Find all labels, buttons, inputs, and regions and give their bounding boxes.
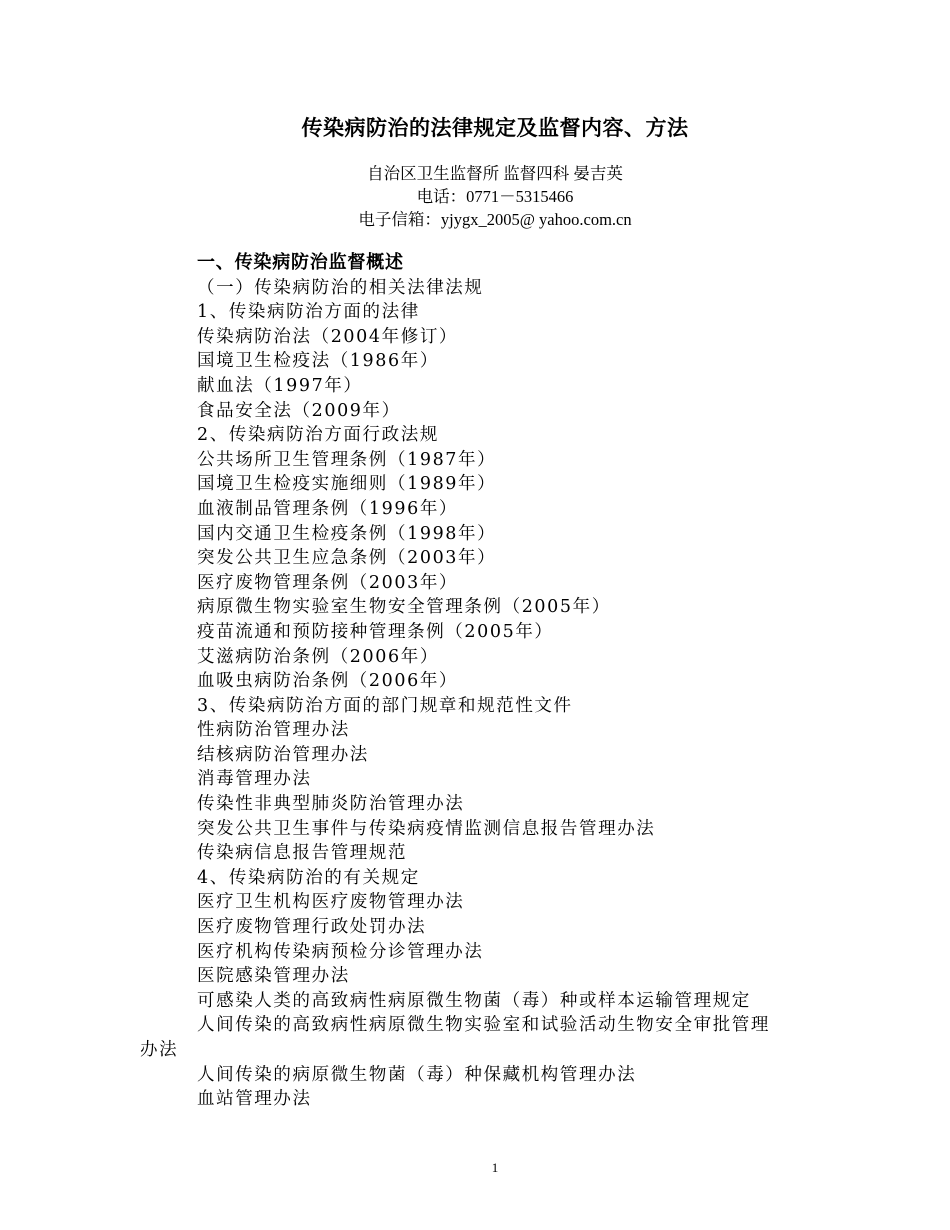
section-heading: 一、传染病防治监督概述 bbox=[197, 252, 404, 273]
body-line: 4、传染病防治的有关规定 bbox=[197, 867, 420, 888]
page-number: 1 bbox=[491, 1160, 499, 1175]
body-line: 1、传染病防治方面的法律 bbox=[197, 302, 420, 323]
body-line: 病原微生物实验室生物安全管理条例（2005年） bbox=[197, 597, 611, 618]
author-line: 自治区卫生监督所 监督四科 晏吉英 bbox=[367, 164, 623, 183]
body-tail-lines bbox=[197, 1063, 857, 1112]
wrapped-line-first: 人间传染的高致病性病原微生物实验室和试验活动生物安全审批管理 bbox=[197, 1015, 770, 1036]
body-line: 消毒管理办法 bbox=[197, 769, 312, 790]
body-line: 可感染人类的高致病性病原微生物菌（毒）种或样本运输管理规定 bbox=[197, 990, 751, 1011]
body-line: 医疗机构传染病预检分诊管理办法 bbox=[197, 941, 484, 962]
body-line: 医疗废物管理条例（2003年） bbox=[197, 572, 459, 593]
body-line: 突发公共卫生应急条例（2003年） bbox=[197, 548, 497, 569]
document-title: 传染病防治的法律规定及监督内容、方法 bbox=[301, 115, 689, 140]
body-line: 医院感染管理办法 bbox=[197, 966, 350, 987]
body-line: 医疗废物管理行政处罚办法 bbox=[197, 917, 427, 938]
document-body bbox=[140, 251, 857, 1112]
body-line: 传染病信息报告管理规范 bbox=[197, 843, 408, 864]
body-line: 传染病防治法（2004年修订） bbox=[197, 326, 459, 347]
body-line: 血液制品管理条例（1996年） bbox=[197, 498, 459, 519]
phone-line: 电话：0771－5315466 bbox=[416, 187, 574, 206]
body-line: （一）传染病防治的相关法律法规 bbox=[197, 277, 484, 298]
body-line: 食品安全法（2009年） bbox=[197, 400, 401, 421]
body-lines bbox=[197, 276, 857, 1014]
body-line-wrapped bbox=[140, 1013, 857, 1062]
body-line: 医疗卫生机构医疗废物管理办法 bbox=[197, 892, 465, 913]
body-line: 血站管理办法 bbox=[197, 1089, 312, 1110]
body-line: 艾滋病防治条例（2006年） bbox=[197, 646, 439, 667]
body-line: 血吸虫病防治条例（2006年） bbox=[197, 671, 459, 692]
body-line: 突发公共卫生事件与传染病疫情监测信息报告管理办法 bbox=[197, 818, 656, 839]
body-line: 献血法（1997年） bbox=[197, 375, 363, 396]
body-line: 国境卫生检疫法（1986年） bbox=[197, 351, 439, 372]
body-line: 传染性非典型肺炎防治管理办法 bbox=[197, 794, 465, 815]
body-line: 3、传染病防治方面的部门规章和规范性文件 bbox=[197, 695, 573, 716]
wrapped-line-rest: 办法 bbox=[140, 1040, 179, 1060]
email-line: 电子信箱：yjygx_2005@ yahoo.com.cn bbox=[358, 210, 632, 229]
body-line: 2、传染病防治方面行政法规 bbox=[197, 425, 439, 446]
body-line: 公共场所卫生管理条例（1987年） bbox=[197, 449, 497, 470]
body-line: 性病防治管理办法 bbox=[197, 720, 350, 741]
body-line: 人间传染的病原微生物菌（毒）种保藏机构管理办法 bbox=[197, 1064, 637, 1085]
body-line: 结核病防治管理办法 bbox=[197, 744, 369, 765]
body-line: 国内交通卫生检疫条例（1998年） bbox=[197, 523, 497, 544]
author-info bbox=[0, 162, 950, 231]
body-line: 国境卫生检疫实施细则（1989年） bbox=[197, 474, 497, 495]
body-line: 疫苗流通和预防接种管理条例（2005年） bbox=[197, 621, 554, 642]
